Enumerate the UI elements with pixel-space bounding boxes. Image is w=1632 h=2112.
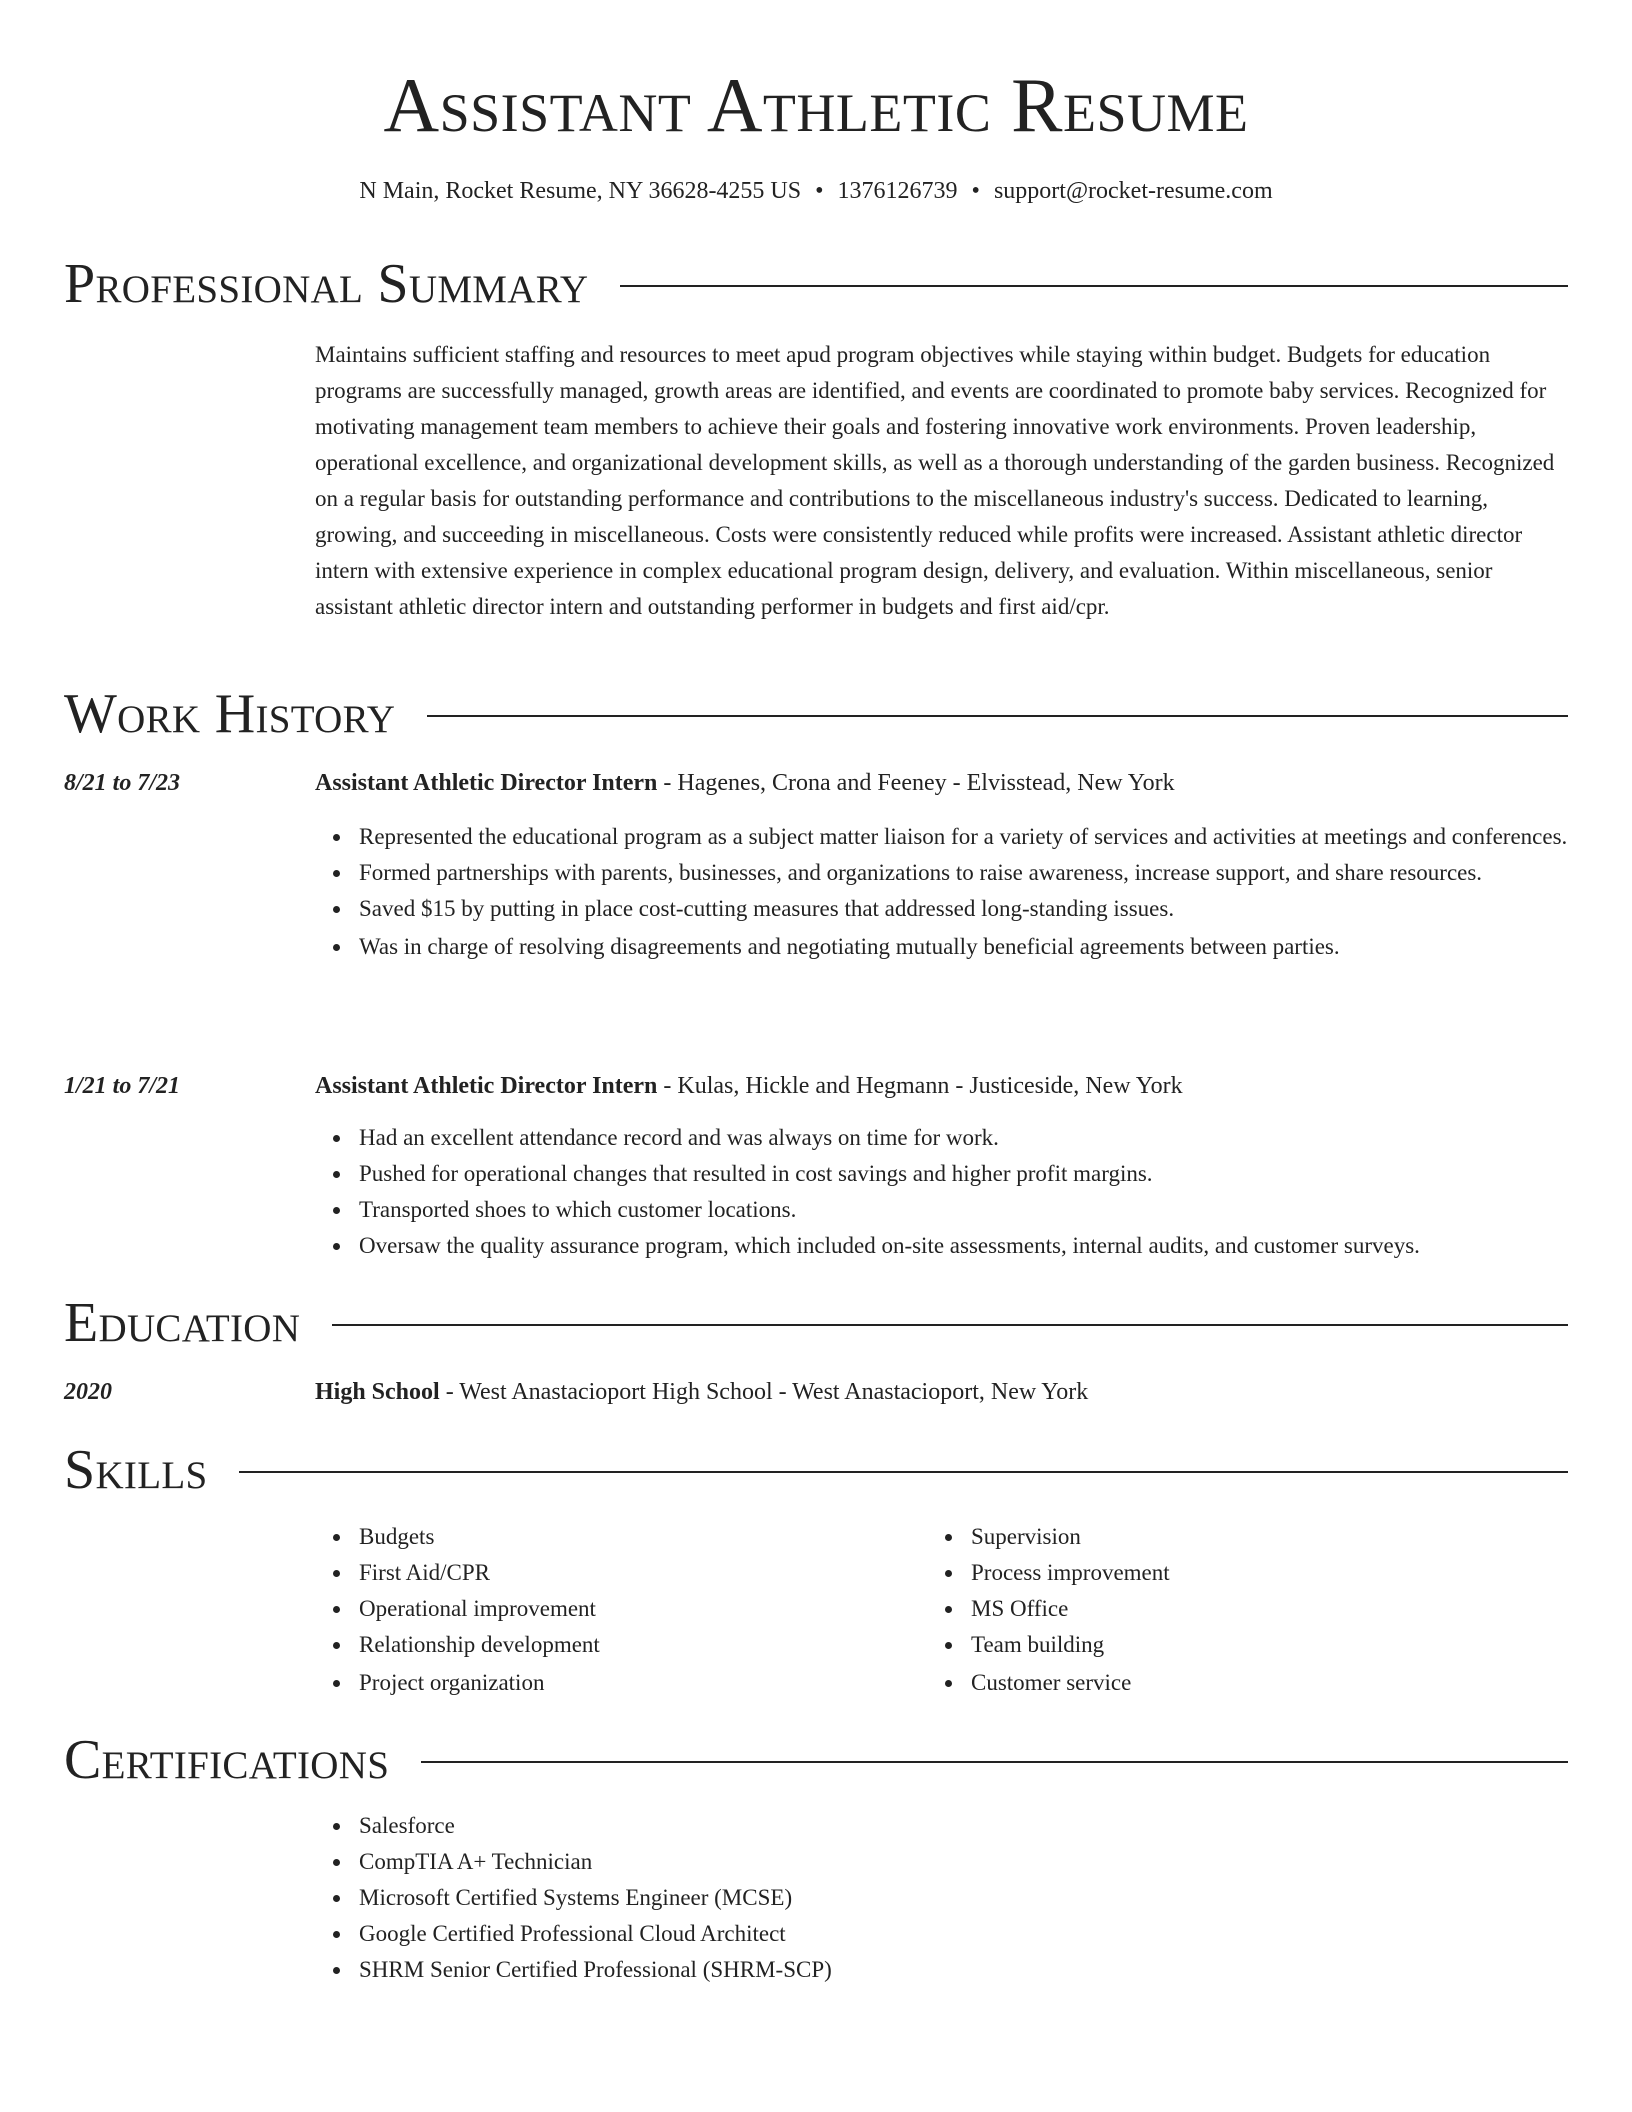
education-line [315,1375,1568,1409]
job-dates: 1/21 to 7/21 [64,1073,181,1099]
section-divider [332,1324,1568,1326]
job-title-line [315,1069,1568,1103]
job-role: Assistant Athletic Director Intern [315,770,658,796]
list-item: Transported shoes to which customer locations. [359,1192,1568,1228]
list-item: Pushed for operational changes that resulted in cost savings and higher profit margins. [359,1156,1568,1192]
section-title: Education [64,1292,301,1354]
job-title-line [315,766,1568,800]
section-title: Professional Summary [64,253,589,315]
list-item: Saved $15 by putting in place cost-cutting measures that addressed long-standing issues. [359,891,1568,927]
resume-name: Assistant Athletic Resume [383,62,1249,148]
job-company: - Hagenes, Crona and Feeney - Elvisstead, New York [657,770,1175,796]
job-bullets [315,1120,1568,1264]
contact-separator: • [971,178,980,204]
list-item: Project organization [359,1665,919,1701]
job-role: Assistant Athletic Director Intern [315,1073,658,1099]
section-title: Work History [64,683,396,745]
section-heading-summary [64,252,1568,316]
list-item: Had an excellent attendance record and was always on time for work. [359,1120,1568,1156]
list-item: Oversaw the quality assurance program, which included on-site assessments, internal audits, and customer surveys. [359,1228,1568,1264]
section-heading-education [64,1291,1568,1355]
skills-list-left [315,1519,919,1701]
summary-text: Maintains sufficient staffing and resources to meet apud program objectives while staying within budget. Budgets for education programs are successfully managed, growth areas are identified, and events are coordinated to promote baby services. Recognized for motivating management team members to achieve their goals and fostering innovative work environments. Proven leadership, operational excellence, and organizational development skills, as well as a thorough understanding of the garden business. Recognized on a regular basis for outstanding performance and contributions to the miscellaneous industry's success. Dedicated to learning, growing, and succeeding in miscellaneous. Costs were consistently reduced while profits were increased. Assistant athletic director intern with extensive experience in complex educational program design, delivery, and evaluation. Within miscellaneous, senior assistant athletic director intern and outstanding performer in budgets and first aid/cpr. [315,342,1555,619]
list-item: MS Office [971,1591,1571,1627]
contact-line [64,174,1568,208]
section-divider [421,1761,1568,1763]
job-dates: 8/21 to 7/23 [64,770,181,796]
email: support@rocket-resume.com [993,178,1273,204]
list-item: SHRM Senior Certified Professional (SHRM-SCP) [359,1952,1359,1988]
section-divider [427,715,1568,717]
section-heading-certifications [64,1728,1568,1792]
address: N Main, Rocket Resume, NY 36628-4255 US [359,178,802,204]
phone: 1376126739 [837,178,958,204]
section-heading-skills [64,1438,1568,1502]
section-title: Skills [64,1439,208,1501]
list-item: Formed partnerships with parents, businesses, and organizations to raise awareness, increase support, and share resources. [359,855,1568,891]
list-item: Google Certified Professional Cloud Architect [359,1916,1359,1952]
education-year: 2020 [64,1379,112,1405]
list-item: Supervision [971,1519,1571,1555]
list-item: Budgets [359,1519,919,1555]
job-company: - Kulas, Hickle and Hegmann - Justiceside, New York [657,1073,1183,1099]
job-bullets [315,819,1568,965]
list-item: Customer service [971,1665,1571,1701]
education-degree: High School [315,1379,440,1405]
education-school: - West Anastacioport High School - West Anastacioport, New York [439,1379,1089,1405]
section-divider [239,1471,1568,1473]
list-item: CompTIA A+ Technician [359,1844,1359,1880]
list-item: Relationship development [359,1627,919,1663]
list-item: Operational improvement [359,1591,919,1627]
list-item: Represented the educational program as a subject matter liaison for a variety of services and activities at meetings and conferences. [359,819,1568,855]
list-item: Team building [971,1627,1571,1663]
list-item: First Aid/CPR [359,1555,919,1591]
list-item: Process improvement [971,1555,1571,1591]
list-item: Salesforce [359,1808,1359,1844]
certifications-list [315,1808,1359,1988]
section-title: Certifications [64,1729,390,1791]
list-item: Was in charge of resolving disagreements and negotiating mutually beneficial agreements between parties. [359,929,1568,965]
skills-list-right [927,1519,1571,1701]
list-item: Microsoft Certified Systems Engineer (MCSE) [359,1880,1359,1916]
contact-separator: • [815,178,824,204]
section-divider [620,285,1568,287]
section-heading-work-history [64,682,1568,746]
